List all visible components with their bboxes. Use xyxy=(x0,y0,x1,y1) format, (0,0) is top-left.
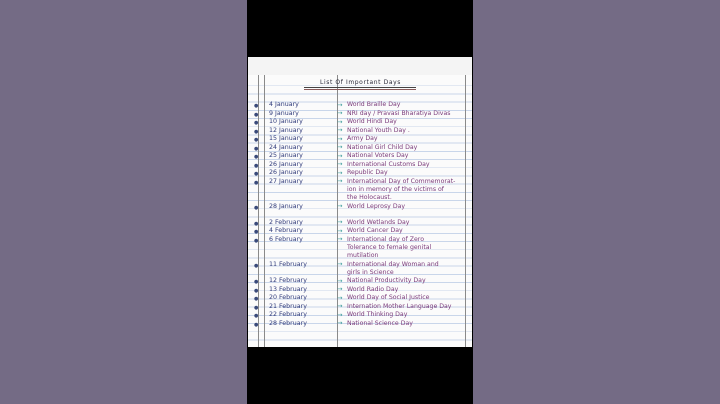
arrow-right-icon: → xyxy=(337,168,343,177)
day-event xyxy=(347,236,431,261)
bullet-icon: ● xyxy=(254,220,259,227)
list-item xyxy=(248,260,472,276)
title-underline xyxy=(304,87,416,88)
bullet-icon: ● xyxy=(254,111,259,118)
event-line: World Leprosy Day xyxy=(347,202,406,210)
arrow-right-icon: → xyxy=(337,100,343,109)
day-event xyxy=(347,178,455,203)
page-title: List Of Important Days xyxy=(320,79,401,86)
day-event xyxy=(347,101,400,109)
bullet-icon: ● xyxy=(254,103,259,109)
event-line: World Day of Social Justice xyxy=(347,294,430,301)
day-date: 9 January xyxy=(269,109,299,117)
event-line: World Wetlands Day xyxy=(347,218,410,226)
arrow-right-icon: → xyxy=(337,143,343,151)
day-date: 26 January xyxy=(269,160,303,168)
bullet-icon: ● xyxy=(254,321,259,328)
day-event xyxy=(347,127,410,135)
day-event xyxy=(347,152,408,160)
bullet-icon: ● xyxy=(254,296,259,302)
day-event xyxy=(347,320,413,328)
event-line: World Cancer Day xyxy=(347,227,403,234)
bullet-icon: ● xyxy=(254,162,259,169)
arrow-right-icon: → xyxy=(337,310,343,319)
day-event xyxy=(347,277,426,285)
arrow-right-icon: → xyxy=(337,276,343,285)
arrow-right-icon: → xyxy=(337,202,343,210)
bullet-icon: ● xyxy=(254,304,259,311)
event-line: World Braille Day xyxy=(347,101,401,108)
day-event xyxy=(347,294,429,302)
day-date: 27 January xyxy=(269,177,303,185)
arrow-right-icon: → xyxy=(337,285,343,293)
day-date: 2 February xyxy=(269,218,303,226)
day-date: 21 February xyxy=(269,302,307,310)
event-line: International day of Zero xyxy=(347,235,424,243)
day-event xyxy=(347,144,417,152)
day-date: 20 February xyxy=(269,294,307,301)
event-line: World Hindi Day xyxy=(347,118,397,125)
arrow-right-icon: → xyxy=(337,319,343,327)
arrow-right-icon: → xyxy=(337,302,343,310)
day-date: 15 January xyxy=(269,135,303,142)
arrow-right-icon: → xyxy=(337,134,343,143)
list-item xyxy=(248,177,472,202)
arrow-right-icon: → xyxy=(337,109,343,117)
event-line: World Radio Day xyxy=(347,285,399,293)
day-event xyxy=(347,110,450,118)
day-event xyxy=(347,219,409,227)
arrow-right-icon: → xyxy=(337,235,343,243)
day-event xyxy=(347,135,378,143)
bullet-icon: ● xyxy=(254,128,259,135)
event-line: International Customs Day xyxy=(347,160,430,168)
day-date: 11 February xyxy=(269,260,307,268)
day-event xyxy=(347,169,388,177)
event-line: International Day of Commemorat- xyxy=(347,177,456,185)
day-date: 28 February xyxy=(269,319,307,327)
event-line: NRI day / Pravasi Bharatiya Divas xyxy=(347,109,451,117)
bullet-icon: ● xyxy=(254,229,259,235)
day-date: 24 January xyxy=(269,143,303,151)
day-event xyxy=(347,203,405,211)
day-date: 25 January xyxy=(269,152,303,159)
event-line: National Voters Day xyxy=(347,152,409,159)
bullet-icon: ● xyxy=(254,313,259,319)
bullet-icon: ● xyxy=(254,145,259,152)
event-line: Republic Day xyxy=(347,169,388,176)
day-date: 12 February xyxy=(269,277,307,284)
arrow-right-icon: → xyxy=(337,177,343,185)
event-line: International day Woman and xyxy=(347,260,439,268)
day-date: 6 February xyxy=(269,235,303,243)
day-date: 10 January xyxy=(269,118,303,125)
list-item xyxy=(248,235,472,260)
bullet-icon: ● xyxy=(254,262,259,269)
day-event xyxy=(347,303,451,311)
bullet-icon: ● xyxy=(254,279,259,285)
bullet-icon: ● xyxy=(254,179,259,186)
day-date: 26 January xyxy=(269,169,303,176)
list-item xyxy=(248,203,472,212)
event-line: Internation Mother Language Day xyxy=(347,302,452,310)
bullet-icon: ● xyxy=(254,204,259,211)
event-line: National Youth Day . xyxy=(347,126,410,134)
event-line: mutilation xyxy=(347,252,379,260)
day-date: 28 January xyxy=(269,202,303,210)
event-line: Tolerance to female genital xyxy=(347,243,432,251)
event-line: National Science Day xyxy=(347,319,413,327)
day-date: 4 February xyxy=(269,227,303,234)
event-line: National Productivity Day xyxy=(347,277,426,284)
arrow-right-icon: → xyxy=(337,260,343,268)
day-date: 4 January xyxy=(269,101,299,108)
arrow-right-icon: → xyxy=(337,218,343,226)
day-event xyxy=(347,227,403,235)
event-line: Army Day xyxy=(347,135,378,142)
day-event xyxy=(347,118,397,126)
event-line: National Girl Child Day xyxy=(347,143,418,151)
event-line: girls in Science xyxy=(347,268,394,276)
event-line: the Holocaust. xyxy=(347,194,392,202)
bullet-icon: ● xyxy=(254,171,259,177)
bullet-icon: ● xyxy=(254,137,259,143)
arrow-right-icon: → xyxy=(337,126,343,134)
day-date: 13 February xyxy=(269,285,307,293)
event-line: ion in memory of the victims of xyxy=(347,185,444,193)
title-underline-second xyxy=(304,89,416,90)
bullet-icon: ● xyxy=(254,237,259,244)
day-event xyxy=(347,286,398,294)
day-event xyxy=(347,161,430,169)
day-date: 12 January xyxy=(269,126,303,134)
notebook-page xyxy=(248,57,472,347)
event-line: World Thinking Day xyxy=(347,311,408,318)
arrow-right-icon: → xyxy=(337,151,343,160)
arrow-right-icon: → xyxy=(337,293,343,302)
bullet-icon: ● xyxy=(254,120,259,126)
arrow-right-icon: → xyxy=(337,160,343,168)
list-item xyxy=(248,320,472,329)
bullet-icon: ● xyxy=(254,287,259,294)
day-date: 22 February xyxy=(269,311,307,318)
arrow-right-icon: → xyxy=(337,117,343,126)
arrow-right-icon: → xyxy=(337,226,343,235)
bullet-icon: ● xyxy=(254,154,259,160)
day-event xyxy=(347,311,407,319)
day-event xyxy=(347,261,439,278)
